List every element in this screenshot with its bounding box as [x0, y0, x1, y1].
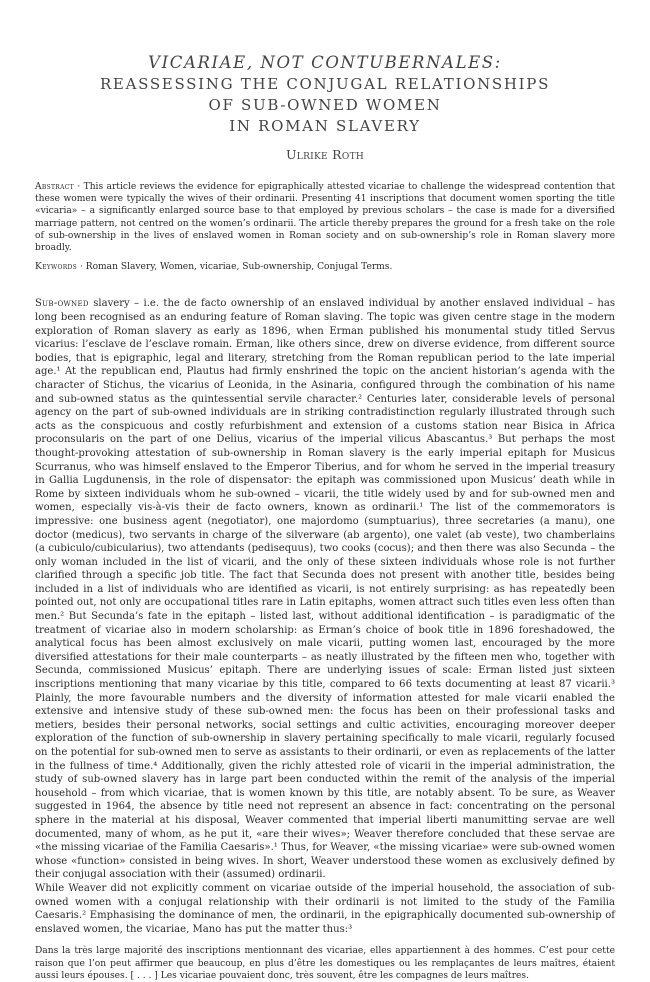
body-paragraph-1: [35, 297, 615, 882]
body-lead: Sub-owned: [35, 298, 89, 310]
abstract: [35, 181, 615, 254]
abstract-label: Abstract: [35, 182, 74, 192]
block-quote: Dans la très large majorité des inscriptions mentionnant des vicariae, elles appartiennent à des hommes. C’est pour cette raison que l’on peut affirmer que beaucoup, en plus d’être les domestiques ou les remplaçantes de leurs maîtres, étaient aussi leurs épouses. [ . . . ] Les vicariae pouvaient donc, très souvent, être les compagnes de leurs maîtres.: [35, 946, 615, 981]
keywords: [35, 261, 615, 273]
keywords-text: · Roman Slavery, Women, vicariae, Sub-ownership, Conjugal Terms.: [77, 262, 393, 273]
keywords-label: Keywords: [35, 262, 78, 273]
title-line-3: OF SUB-OWNED WOMEN: [208, 96, 442, 114]
title-line-1: VICARIAE, NOT CONTUBERNALES:: [148, 53, 502, 72]
body-text: slavery – i.e. the de facto ownership of an enslaved individual by another enslaved individual – has long been recognised as an enduring feature of Roman slaving. The topic was given centre stage in the modern exploration of Roman slavery as early as 1896, when Erman published his monumental study titled Servus vicarius: l’esclave de l’esclave romain. Erman, like others since, drew on diverse evidence, from different source bodies, that is epigraphic, legal and literary, stretching from the Roman republican period to the late imperial age.¹ At the republican end, Plautus had firmly enshrined the topic on the ancient historian’s agenda with the character of Stichus, the vicarius of Leonida, in the Asinaria, configured through the combination of his name and sub-owned status as the quintessential servile character.² Centuries later, considerable levels of personal agency on the part of sub-owned individuals are in striking contradistinction regularly illustrated through such acts as the conspicuous and costly refurbishment and extension of a customs station near Bisica in Africa proconsularis on the part of one Delius, vicarius of the imperial vilicus Abascantus.³ But perhaps the most thought-provoking attestation of sub-ownership in Roman slavery is the early imperial epitaph for Musicus Scurranus, who was himself enslaved to the Emperor Tiberius, and for whom he served in the imperial treasury in Gallia Lugdunensis, in the role of dispensator: the epitaph was commissioned upon Musicus’ death while in Rome by sixteen individuals whom he sub-owned – vicarii, the title widely used by and for sub-owned men and women, especially vis-à-vis their de facto owners, known as ordinarii.¹ The list of the commemorators is impressive: one business agent (negotiator), one majordomo (sumptuarius), three secretaries (a manu), one doctor (medicus), two servants in charge of the silverware (ab argento), one valet (ab veste), two chamberlains (a cubiculo/cubicularius), two attendants (pedisequus), two cooks (cocus); and then there was also Secunda – the only woman included in the list of vicarii, and the only of these sixteen individuals whose role is not further clarified through a specific job title. The fact that Secunda does not present with another title, besides being included in a list of individuals who are identified as vicarii, is not entirely surprising: as has repeatedly been pointed out, not only are occupational titles rare in Latin epitaphs, women attract such titles even less often than men.² But Secunda’s fate in the epitaph – listed last, without additional identification – is paradigmatic of the treatment of vicariae also in modern scholarship: as Erman’s choice of book title in 1896 foreshadowed, the analytical focus has been almost exclusively on male vicarii, putting women last, encouraged by the more diversified attestations for their male counterparts – as neatly illustrated by the fifteen men who, together with Secunda, commissioned Musicus’ epitaph. There are underlying issues of scale: Erman listed just sixteen inscriptions mentioning that many vicariae by this title, compared to 66 texts documenting at least 87 vicarii.³ Plainly, the more favourable numbers and the diversity of information attested for male vicarii enabled the extensive and intensive study of these sub-owned men: the focus has been on their professional tasks and metiers, besides their personal networks, social settings and cultic activities, encouraging moreover deeper exploration of the function of sub-ownership in slavery pertaining specifically to male vicarii, regularly focused on the potential for sub-owned men to serve as assistants to their ordinarii, or even as replacements of the latter in the fullness of time.⁴ Additionally, given the richly attested role of vicarii in the imperial administration, the study of sub-owned slavery has in large part been conducted within the remit of the analysis of the imperial household – from which vicariae, that is women known by this title, are notably absent. To be sure, as Weaver suggested in 1964, the absence by title need not represent an absence in fact: concentrating on the personal sphere in the material at his disposal, Weaver commented that imperial liberti manumitting servae are well documented, many of whom, as he put it, «are their wives»; Weaver therefore concluded that these servae are «the missing vicariae of the Familia Caesaris».¹ Thus, for Weaver, «the missing vicariae» were sub-owned women whose «function» consisted in being wives. In short, Weaver understood these women as exclusively defined by their conjugal association with their (assumed) ordinarii.: [35, 298, 615, 881]
title-line-2: REASSESSING THE CONJUGAL RELATIONSHIPS: [99, 75, 551, 93]
title-line-4: IN ROMAN SLAVERY: [229, 117, 421, 135]
author-name: Ulrike Roth: [285, 147, 365, 162]
body-paragraph-2: While Weaver did not explicitly comment on vicariae outside of the imperial household, the association of sub-owned women with a conjugal relationship with their ordinarii is not limited to the study of the Familia Caesaris.² Emphasising the dominance of men, the ordinarii, in the epigraphically documented sub-ownership of enslaved women, the vicariae, Mano has put the matter thus:³: [35, 882, 615, 935]
abstract-text: · This article reviews the evidence for epigraphically attested vicariae to challenge the widespread contention that these women were typically the wives of their ordinarii. Presenting 41 inscriptions that document women sporting the title «vicaria» – a significantly enlarged source base to that employed by previous scholars – the case is made for a diversified marriage pattern, not centred on the women’s ordinarii. The article thereby prepares the ground for a fresh take on the role of sub-ownership in the lives of enslaved women in Roman society and on sub-ownership’s role in Roman slavery more broadly.: [35, 182, 615, 254]
